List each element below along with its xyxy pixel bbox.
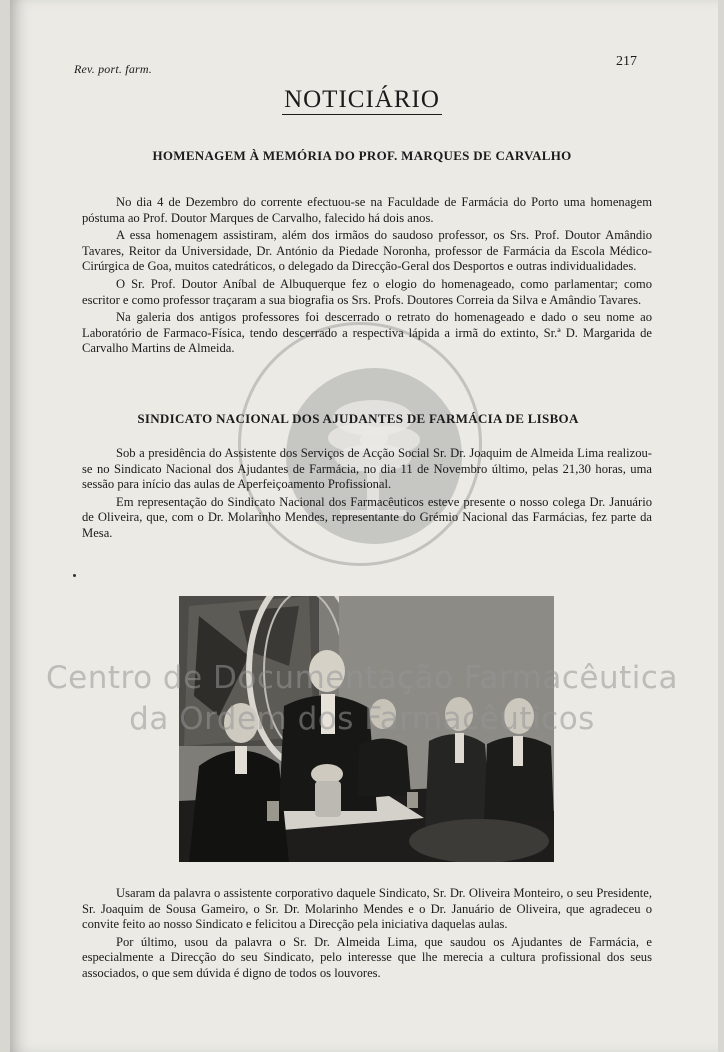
section-title (0, 86, 724, 114)
paragraph: Sob a presidência do Assistente dos Serviços de Acção Social Sr. Dr. Joaquim de Almeida Lima realizou-se no Sindicato Nacional dos Ajudantes de Farmácia, no dia 11 de Novembro último, pelas 21,30 horas, uma sessão para início das aulas de Aperfeiçoamento Profissional. (82, 446, 652, 492)
section-title-text: NOTICIÁRIO (284, 86, 440, 113)
print-speck (73, 574, 76, 577)
article-heading-sindicato: SINDICATO NACIONAL DOS AJUDANTES DE FARMÁCIA DE LISBOA (137, 411, 579, 426)
paragraph: No dia 4 de Dezembro do corrente efectuou-se na Faculdade de Farmácia do Porto uma homenagem póstuma ao Prof. Doutor Marques de Carvalho, falecido há dois anos. (82, 195, 652, 225)
paragraph: Na galeria dos antigos professores foi descerrado o retrato do homenageado e dado o seu nome ao Laboratório de Farmaco-Física, tendo descerrado a respectiva lápida a irmã do extinto, Sr.ª D. Margarida de Carvalho Martins de Almeida. (82, 310, 652, 356)
article-heading-homenagem: HOMENAGEM À MEMÓRIA DO PROF. MARQUES DE CARVALHO (152, 148, 572, 163)
paragraph: Por último, usou da palavra o Sr. Dr. Almeida Lima, que saudou os Ajudantes de Farmácia, e especialmente a Direcção do seu Sindicato, pelo interesse que lhe merecia a cultura profissional dos seus associados, o que sem dúvida é digno de todos os louvores. (82, 934, 652, 980)
watermark-line-2: da Ordem dos Farmacêuticos (129, 701, 595, 737)
article-body-sindicato-closing (82, 886, 652, 984)
paragraph: Em representação do Sindicato Nacional dos Farmacêuticos esteve presente o nosso colega Dr. Januário de Oliveira, que, com o Dr. Molarinho Mendes, representante do Grémio Nacional das Farmácias, fez parte da Mesa. (82, 494, 652, 540)
paragraph: O Sr. Prof. Doutor Aníbal de Albuquerque fez o elogio do homenageado, como parlamentar; como escritor e como professor traçaram a sua biografia os Srs. Profs. Doutores Correia da Silva e Amândio Tavares. (82, 276, 652, 307)
paragraph: Usaram da palavra o assistente corporativo daquele Sindicato, Sr. Dr. Oliveira Monteiro, o seu Presidente, Sr. Joaquim de Sousa Gameiro, o Sr. Dr. Molarinho Mendes e o Dr. Januário de Oliveira, que agradeceu o convite feito ao nosso Sindicato e felicitou a Direcção pela iniciativa daquelas aulas. (82, 886, 652, 932)
journal-abbreviation: Rev. port. farm. (74, 62, 152, 76)
article-body-sindicato (82, 446, 652, 544)
article-body-homenagem (82, 195, 652, 359)
page-number: 217 (616, 54, 637, 69)
watermark-line-1: Centro de Documentação Farmacêutica (46, 660, 678, 696)
paragraph: A essa homenagem assistiram, além dos irmãos do saudoso professor, os Srs. Prof. Doutor Amândio Tavares, Reitor da Universidade, Dr. António da Piedade Noronha, professor de Farmácia da Escola Médico-Cirúrgica de Goa, muitos catedráticos, o delegado da Direcção-Geral dos Desportos e outras individualidades. (82, 228, 652, 274)
